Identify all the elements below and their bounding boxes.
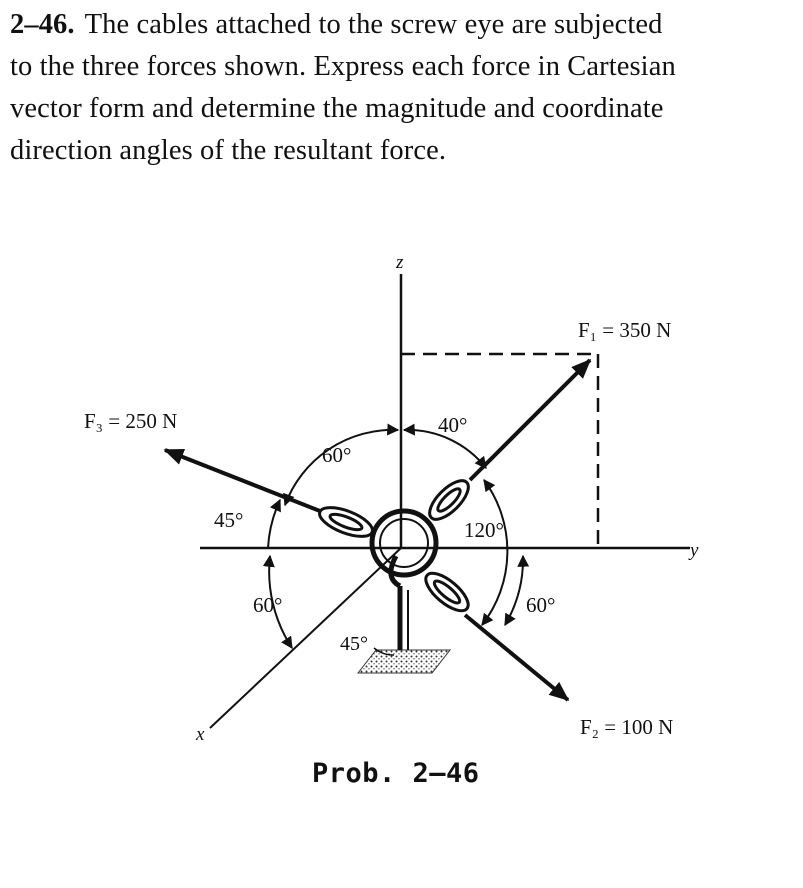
angle-label-60-top: 60° — [322, 443, 352, 467]
axis-label-x: x — [196, 724, 205, 745]
force-label-f1: F₁ = 350 N — [578, 318, 672, 342]
angle-label-60-right: 60° — [526, 593, 556, 617]
angle-label-60-left: 60° — [253, 593, 283, 617]
force-vector-f2 — [465, 615, 568, 700]
figure-caption: Prob. 2–46 — [312, 758, 480, 789]
axis-label-y: y — [690, 540, 699, 561]
angle-label-40: 40° — [438, 413, 468, 437]
angle-arc-120 — [482, 480, 507, 625]
force-label-f2: F₂ = 100 N — [580, 715, 674, 739]
problem-line-3: vector form and determine the magnitude and coordinate — [10, 93, 664, 124]
force-label-f3: F₃ = 250 N — [84, 409, 178, 433]
angle-label-45-left: 45° — [214, 508, 244, 532]
force-vector-f3 — [165, 450, 325, 513]
angle-label-45-bottom: 45° — [340, 633, 368, 655]
problem-line-4: direction angles of the resultant force. — [10, 135, 447, 166]
problem-line-2: to the three forces shown. Express each force in Cartesian — [10, 51, 676, 82]
force-vector-f1 — [470, 360, 590, 480]
cable-links — [316, 475, 475, 618]
angle-label-120: 120° — [464, 518, 504, 542]
problem-number: 2–46. — [10, 9, 75, 40]
angle-arc-60-top — [285, 430, 398, 505]
axis-label-z: z — [396, 252, 404, 273]
problem-line-1: 2–46. The cables attached to the screw eye are subjected — [10, 9, 663, 40]
x-axis — [210, 548, 401, 728]
angle-arc-60-right — [505, 556, 523, 625]
ground-base — [358, 650, 450, 673]
angle-arc-45-left — [268, 500, 280, 548]
